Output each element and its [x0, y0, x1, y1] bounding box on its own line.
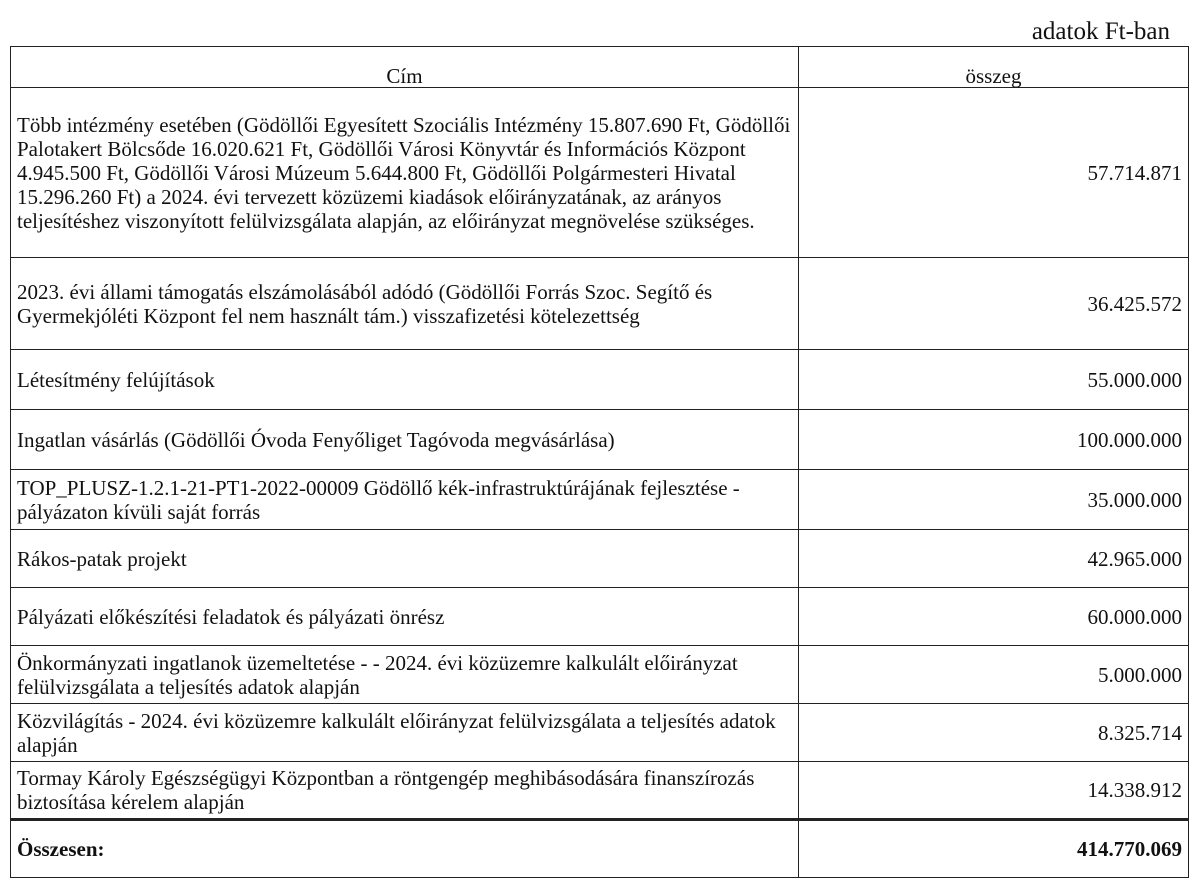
total-amount: 414.770.069	[799, 820, 1189, 878]
header-amount: összeg	[799, 47, 1189, 88]
total-row	[11, 820, 1189, 878]
row-amount: 8.325.714	[799, 704, 1189, 762]
table-row	[11, 762, 1189, 820]
table-row	[11, 646, 1189, 704]
row-amount: 14.338.912	[799, 762, 1189, 820]
table-row	[11, 258, 1189, 350]
table-header-row	[11, 47, 1189, 88]
row-amount: 60.000.000	[799, 588, 1189, 646]
row-title: 2023. évi állami támogatás elszámolásából adódó (Gödöllői Forrás Szoc. Segítő és Gyermekjóléti Központ fel nem használt tám.) visszafizetési kötelezettség	[11, 258, 799, 350]
row-title: TOP_PLUSZ-1.2.1-21-PT1-2022-00009 Gödöllő kék-infrastruktúrájának fejlesztése - pályázaton kívüli saját forrás	[11, 470, 799, 530]
row-amount: 35.000.000	[799, 470, 1189, 530]
total-label: Összesen:	[11, 820, 799, 878]
table-row	[11, 530, 1189, 588]
row-amount: 36.425.572	[799, 258, 1189, 350]
row-title: Önkormányzati ingatlanok üzemeltetése - - 2024. évi közüzemre kalkulált előirányzat felülvizsgálata a teljesítés adatok alapján	[11, 646, 799, 704]
row-amount: 57.714.871	[799, 88, 1189, 258]
unit-note: adatok Ft-ban	[1031, 18, 1170, 45]
row-title: Rákos-patak projekt	[11, 530, 799, 588]
table-row	[11, 88, 1189, 258]
table-row	[11, 588, 1189, 646]
row-title: Tormay Károly Egészségügyi Központban a röntgengép meghibásodására finanszírozás biztosítása kérelem alapján	[11, 762, 799, 820]
row-title: Pályázati előkészítési feladatok és pályázati önrész	[11, 588, 799, 646]
table-row	[11, 704, 1189, 762]
row-amount: 55.000.000	[799, 350, 1189, 410]
row-title: Közvilágítás - 2024. évi közüzemre kalkulált előirányzat felülvizsgálata a teljesítés adatok alapján	[11, 704, 799, 762]
row-title: Létesítmény felújítások	[11, 350, 799, 410]
row-amount: 5.000.000	[799, 646, 1189, 704]
table-row	[11, 350, 1189, 410]
row-amount: 100.000.000	[799, 410, 1189, 470]
row-title: Ingatlan vásárlás (Gödöllői Óvoda Fenyőliget Tagóvoda megvásárlása)	[11, 410, 799, 470]
row-amount: 42.965.000	[799, 530, 1189, 588]
table-row	[11, 410, 1189, 470]
table-row	[11, 470, 1189, 530]
header-title: Cím	[11, 47, 799, 88]
budget-table	[10, 46, 1189, 878]
row-title: Több intézmény esetében (Gödöllői Egyesített Szociális Intézmény 15.807.690 Ft, Gödöllői Palotakert Bölcsőde 16.020.621 Ft, Gödöllői Városi Könyvtár és Információs Központ 4.945.500 Ft, Gödöllői Városi Múzeum 5.644.800 Ft, Gödöllői Polgármesteri Hivatal 15.296.260 Ft) a 2024. évi tervezett közüzemi kiadások előirányzatának, az arányos teljesítéshez viszonyított felülvizsgálata alapján, az előirányzat megnövelése szükséges.	[11, 88, 799, 258]
